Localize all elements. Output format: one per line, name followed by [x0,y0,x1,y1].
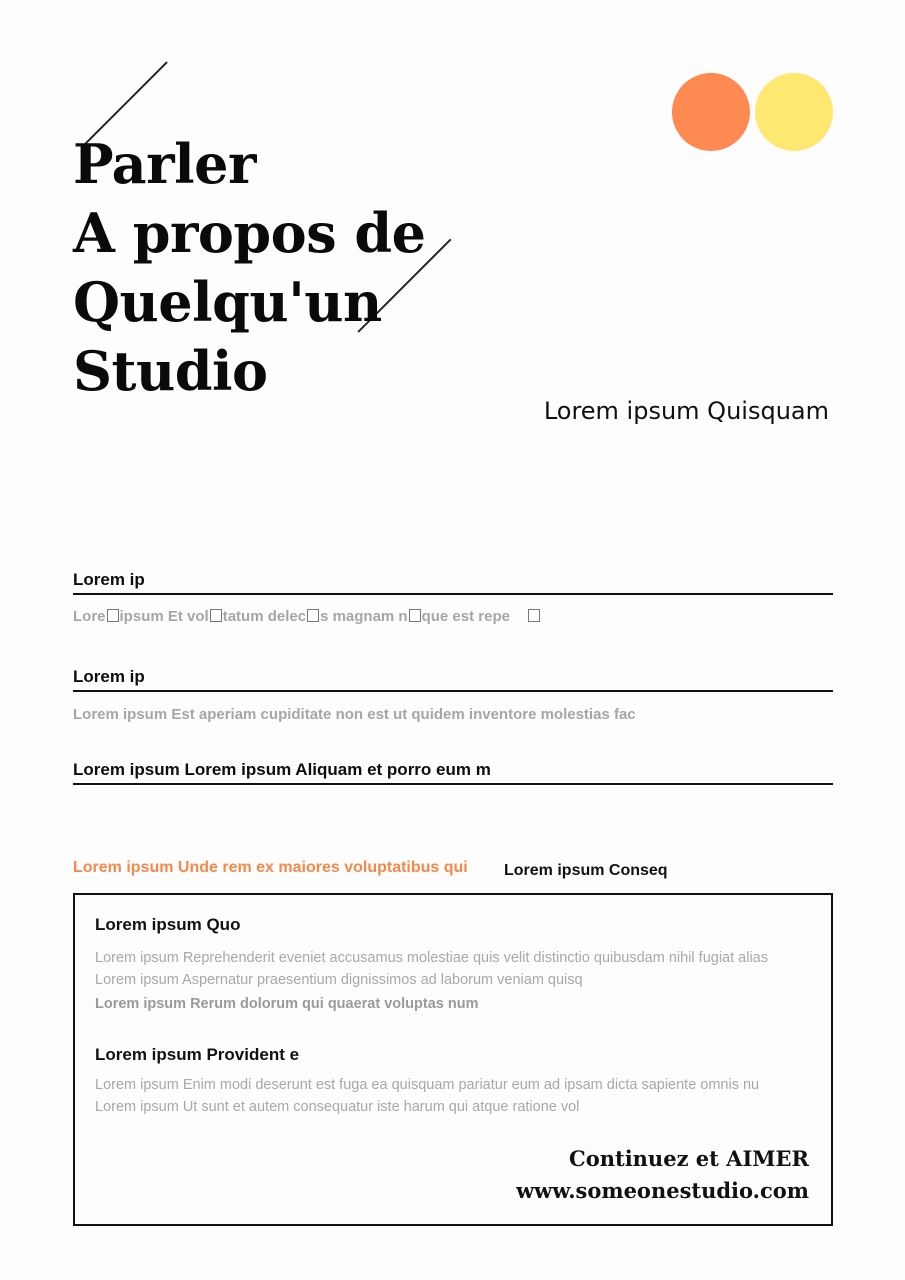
title-line: Quelqu'un [73,270,382,334]
subtitle: Lorem ipsum Quisquam [543,397,829,425]
closing-tagline: Continuez et AIMER [569,1146,809,1171]
missing-glyph-icon [107,609,119,622]
title-line: Studio [73,339,268,403]
box-text-line: Lorem ipsum Ut sunt et autem consequatur iste harum qui atque ratione vol [95,1099,580,1115]
title-line: A propos de [73,201,426,265]
title-line: Parler [73,132,256,196]
section-heading: Lorem ip [73,570,833,595]
orange-circle [672,73,750,151]
box-text-line: Lorem ipsum Aspernatur praesentium dignissimos ad laborum veniam quisq [95,972,583,988]
yellow-circle [755,73,833,151]
website-link[interactable]: www.someonestudio.com [516,1178,809,1203]
section-body: Lorem ipsum Est aperiam cupiditate non est ut quidem inventore molestias fac [73,706,636,723]
missing-glyph-icon [528,609,540,622]
box-heading: Lorem ipsum Provident e [95,1045,300,1064]
box-text-line: Lorem ipsum Reprehenderit eveniet accusamus molestiae quis velit distinctio quibusdam nihil fugiat alias [95,950,768,966]
highlight-text: Lorem ipsum Unde rem ex maiores voluptatibus qui [73,859,468,876]
side-label: Lorem ipsum Conseq [504,862,668,879]
missing-glyph-icon [307,609,319,622]
missing-glyph-icon [210,609,222,622]
section-heading: Lorem ipsum Lorem ipsum Aliquam et porro eum m [73,760,833,785]
page-title [73,130,426,406]
box-heading: Lorem ipsum Quo [95,915,241,934]
missing-glyph-icon [409,609,421,622]
closing-text [516,1143,809,1207]
box-text-bold-line: Lorem ipsum Rerum dolorum qui quaerat voluptas num [95,996,479,1012]
content-box [73,893,833,1226]
section-heading: Lorem ip [73,667,833,692]
box-text-line: Lorem ipsum Enim modi deserunt est fuga ea quisquam pariatur eum ad ipsam dicta sapiente omnis nu [95,1077,760,1093]
section-body: Lore ipsum Et vol tatum delec s magnam n que est repe [73,608,541,625]
